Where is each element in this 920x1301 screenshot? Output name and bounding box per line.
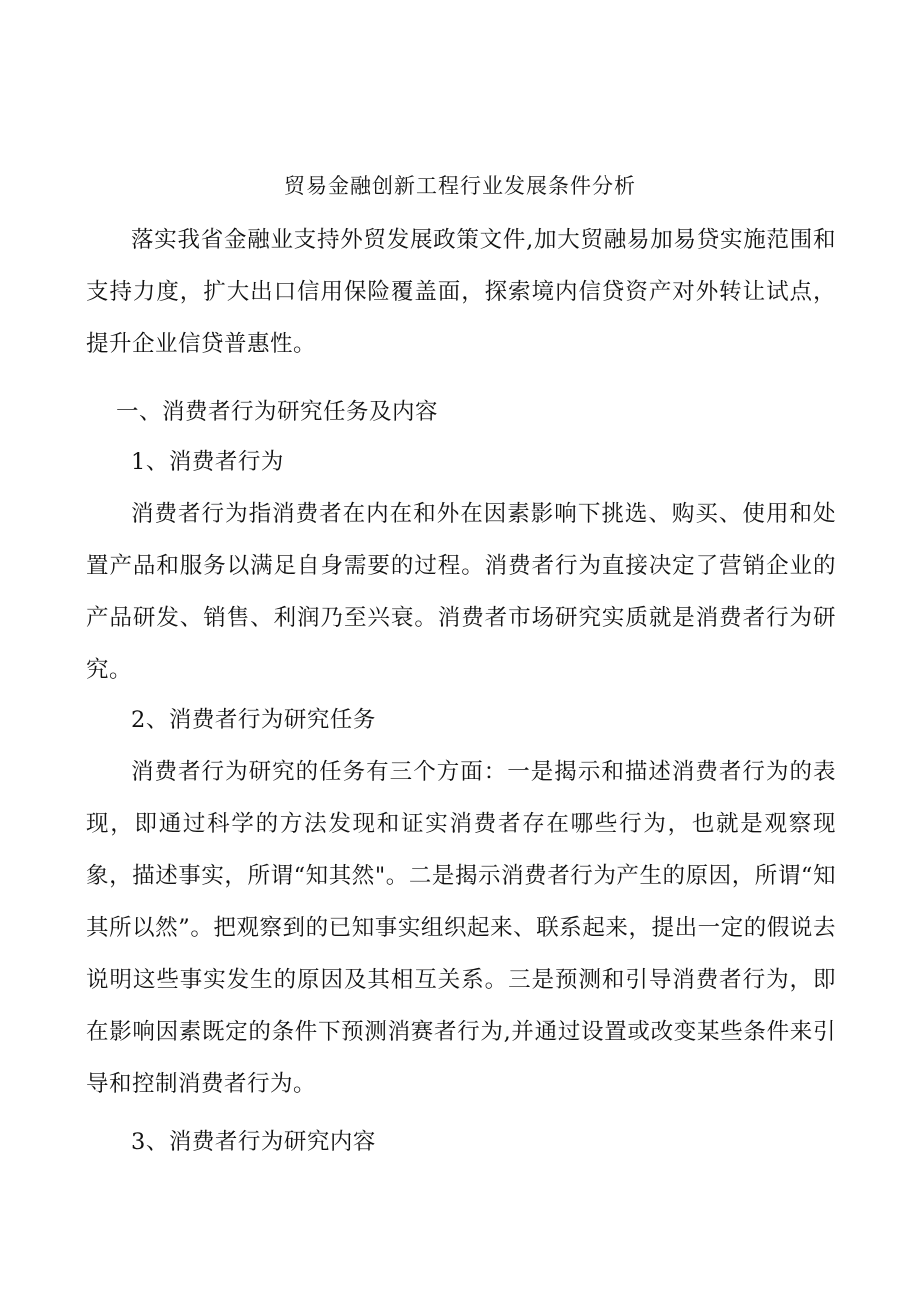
document-title: 贸易金融创新工程行业发展条件分析	[284, 174, 636, 198]
subsection-heading-1: 1、消费者行为	[131, 449, 284, 475]
subsection-heading-2: 2、消费者行为研究任务	[131, 707, 376, 733]
subsection-heading-3: 3、消费者行为研究内容	[131, 1129, 376, 1155]
subsection-2-paragraph: 消费者行为研究的任务有三个方面：一是揭示和描述消费者行为的表现，即通过科学的方法发现和证实消费者存在哪些行为，也就是观察现象，描述事实，所谓“知其然"。二是揭示消费者行为产生的原因，所谓“知其所以然”。把观察到的已知事实组织起来、联系起来，提出一定的假说去说明这些事实发生的原因及其相互关系。三是预测和引导消费者行为，即在影响因素既定的条件下预测消赛者行为,并通过设置或改变某些条件来引导和控制消费者行为。	[86, 759, 836, 1097]
subsection-1-paragraph: 消费者行为指消费者在内在和外在因素影响下挑选、购买、使用和处置产品和服务以满足自身需要的过程。消费者行为直接决定了营销企业的产品研发、销售、利润乃至兴衰。消费者市场研究实质就是消费者行为研究。	[86, 501, 836, 683]
intro-paragraph: 落实我省金融业支持外贸发展政策文件,加大贸融易加易贷实施范围和支持力度，扩大出口信用保险覆盖面，探索境内信贷资产对外转让试点，提升企业信贷普惠性。	[86, 227, 836, 357]
section-heading-1: 一、消费者行为研究任务及内容	[116, 399, 439, 425]
